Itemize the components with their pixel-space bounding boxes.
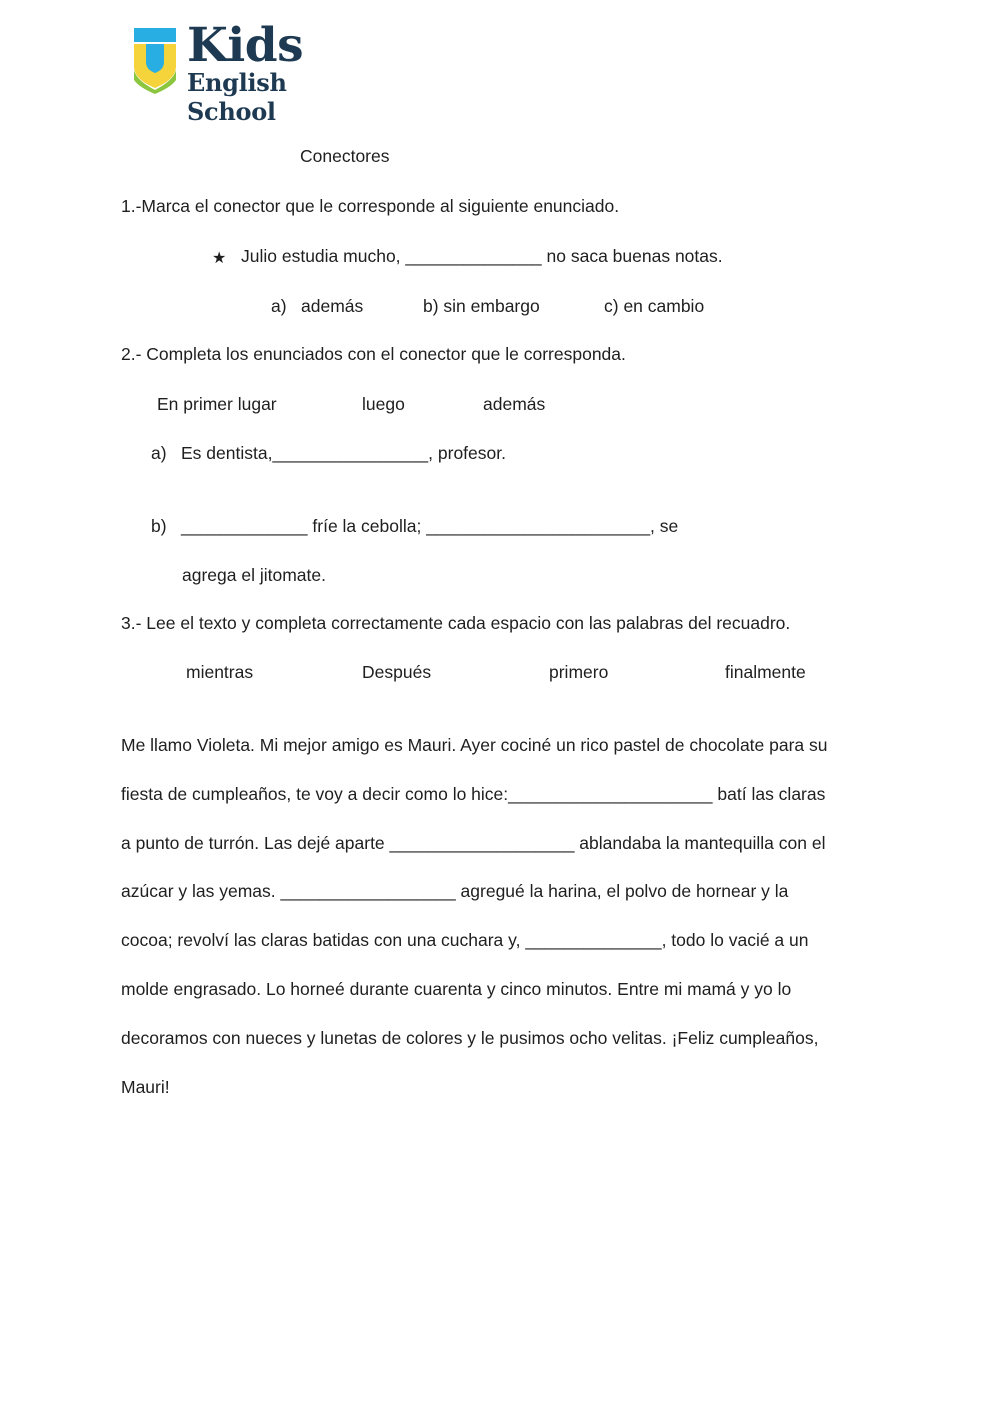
q2-a-sentence[interactable]: Es dentista,________________, profesor. bbox=[181, 443, 506, 463]
q2-prompt: 2.- Completa los enunciados con el conector que le corresponda. bbox=[121, 344, 626, 364]
q3-text-line: molde engrasado. Lo horneé durante cuarenta y cinco minutos. Entre mi mamá y yo lo bbox=[121, 979, 792, 999]
q2-word-bank-item: luego bbox=[362, 394, 405, 414]
q3-text-line[interactable]: fiesta de cumpleaños, te voy a decir como lo hice:_____________________ batí las claras bbox=[121, 784, 826, 804]
logo-kids-text: Kids bbox=[187, 18, 304, 73]
q1-option-a-marker[interactable]: a) bbox=[271, 296, 287, 316]
q2-b-marker: b) bbox=[151, 516, 167, 536]
q1-prompt: 1.-Marca el conector que le corresponde al siguiente enunciado. bbox=[121, 196, 620, 216]
q1-option-c[interactable]: c) en cambio bbox=[604, 296, 705, 316]
star-bullet-icon: ★ bbox=[212, 250, 227, 267]
q3-text-line[interactable]: azúcar y las yemas. __________________ agregué la harina, el polvo de hornear y la bbox=[121, 881, 789, 901]
q2-word-bank-item: además bbox=[483, 394, 546, 414]
q2-word-bank-item: En primer lugar bbox=[157, 394, 277, 414]
q3-text-line[interactable]: cocoa; revolví las claras batidas con una cuchara y, ______________, todo lo vacié a un bbox=[121, 930, 809, 950]
q3-word-bank-item: finalmente bbox=[725, 662, 806, 682]
logo-school-text: English School bbox=[187, 68, 287, 126]
q2-a-marker: a) bbox=[151, 443, 167, 463]
shield-logo-icon bbox=[132, 26, 180, 96]
q1-option-b[interactable]: b) sin embargo bbox=[423, 296, 540, 316]
q3-word-bank-item: primero bbox=[549, 662, 609, 682]
q1-sentence: Julio estudia mucho, ______________ no saca buenas notas. bbox=[241, 246, 723, 266]
q3-word-bank-item: Después bbox=[362, 662, 432, 682]
q3-text-line: decoramos con nueces y lunetas de colores y le pusimos ocho velitas. ¡Feliz cumpleaños, bbox=[121, 1028, 819, 1048]
q3-text-line[interactable]: a punto de turrón. Las dejé aparte ___________________ ablandaba la mantequilla con el bbox=[121, 833, 826, 853]
q3-prompt: 3.- Lee el texto y completa correctamente cada espacio con las palabras del recuadro. bbox=[121, 613, 791, 633]
q2-b-continuation: agrega el jitomate. bbox=[182, 565, 326, 585]
q1-option-a[interactable]: además bbox=[301, 296, 364, 316]
q3-text-line: Me llamo Violeta. Mi mejor amigo es Mauri. Ayer cociné un rico pastel de chocolate para su bbox=[121, 735, 828, 755]
q3-text-line: Mauri! bbox=[121, 1077, 170, 1097]
worksheet-title: Conectores bbox=[300, 146, 390, 166]
q3-word-bank-item: mientras bbox=[186, 662, 254, 682]
school-logo bbox=[132, 18, 372, 126]
q2-b-sentence[interactable]: _____________ fríe la cebolla; _______________________, se bbox=[181, 516, 679, 536]
